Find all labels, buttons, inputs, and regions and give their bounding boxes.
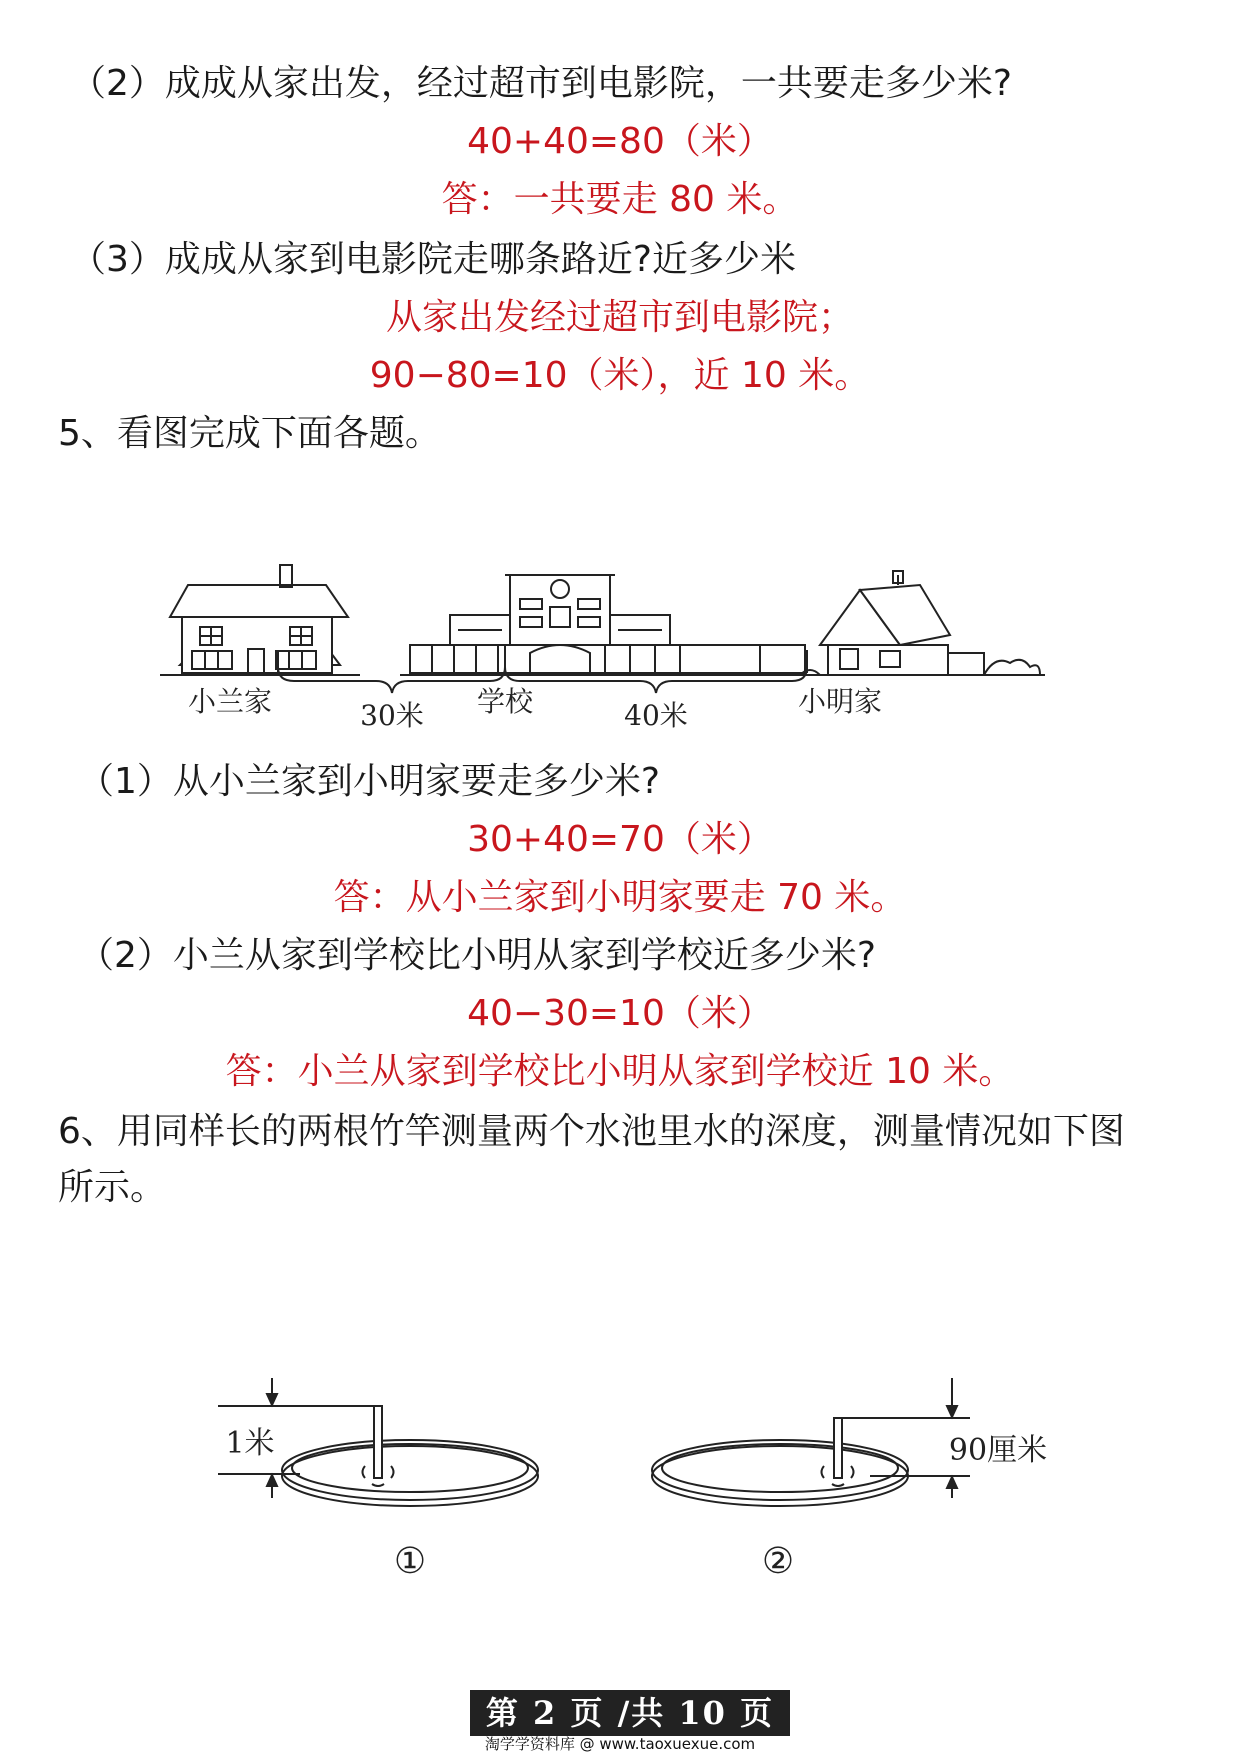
distance-40: 40米 [624, 699, 688, 732]
footer-site-text: 淘学学资料库 @ www.taoxuexue.com [484, 1735, 756, 1753]
label-xiaolan-home: 小兰家 [187, 685, 273, 718]
question-5-2-text: （2）小兰从家到学校比小明从家到学校近多少米? [78, 935, 877, 976]
problem-6-heading-cont: 所示。 [58, 1167, 167, 1208]
xiaoming-house-illustration [800, 571, 1045, 675]
problem-5-heading: 5、看图完成下面各题。 [58, 413, 441, 454]
question-3-text: （3）成成从家到电影院走哪条路近?近多少米 [70, 239, 797, 280]
ponds-figure [210, 1368, 1060, 1608]
label-school: 学校 [476, 685, 534, 718]
pond-1-label: ① [393, 1541, 427, 1582]
page-number-badge: 第 2 页 /共 10 页 [470, 1690, 790, 1736]
answer-2-equation: 40+40=80（米） [467, 121, 773, 162]
answer-5-1-text: 答：从小兰家到小明家要走 70 米。 [333, 877, 907, 918]
question-2-text: （2）成成从家出发，经过超市到电影院，一共要走多少米? [70, 63, 1013, 104]
distance-30: 30米 [360, 699, 424, 732]
answer-3-route: 从家出发经过超市到电影院； [385, 297, 854, 338]
problem-6-heading: 6、用同样长的两根竹竿测量两个水池里水的深度，测量情况如下图 [58, 1111, 1125, 1152]
xiaolan-house-illustration [160, 565, 360, 675]
answer-5-1-equation: 30+40=70（米） [467, 819, 773, 860]
question-5-1-text: （1）从小兰家到小明家要走多少米? [78, 761, 661, 802]
label-xiaoming-home: 小明家 [797, 685, 883, 718]
pond-2-illustration [652, 1378, 970, 1506]
answer-2-text: 答：一共要走 80 米。 [441, 179, 799, 220]
pond-2-measure: 90厘米 [948, 1433, 1048, 1468]
pond-1-measure: 1米 [225, 1426, 275, 1461]
answer-3-equation: 90−80=10（米），近 10 米。 [369, 355, 871, 396]
school-illustration [400, 575, 820, 675]
pond-2-label: ② [761, 1541, 795, 1582]
answer-5-2-text: 答：小兰从家到学校比小明从家到学校近 10 米。 [225, 1051, 1015, 1092]
answer-5-2-equation: 40−30=10（米） [467, 993, 773, 1034]
